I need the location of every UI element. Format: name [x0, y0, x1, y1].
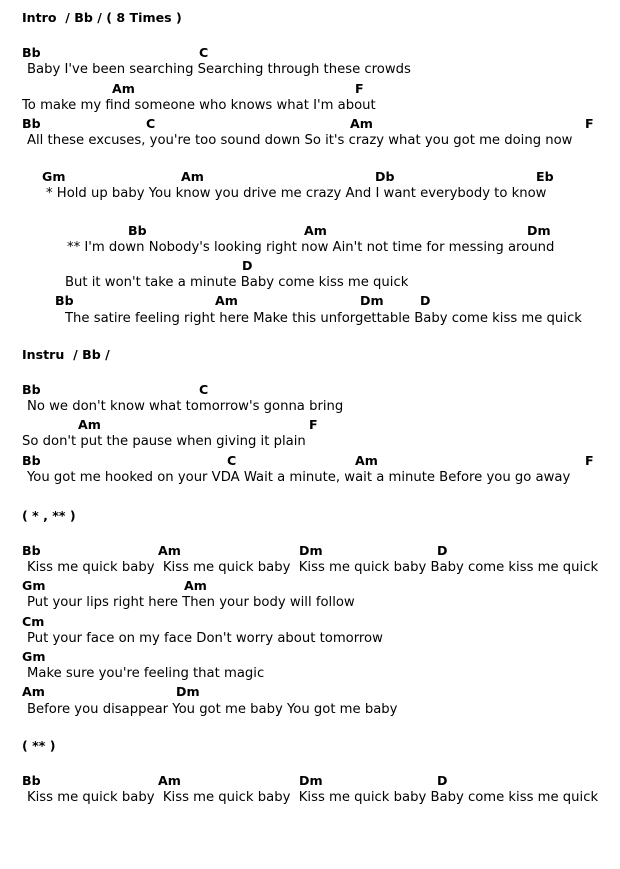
chorus-chord-row-1 [0, 223, 620, 239]
chorus-chord-row-3 [0, 293, 620, 309]
chord: Am [112, 81, 135, 96]
chord: D [437, 773, 448, 788]
verse2-chord-row-3 [0, 453, 620, 469]
instru-heading: Instru / Bb / [22, 347, 110, 362]
lyric-line: All these excuses, you're too sound down So it's crazy what you got me doing now [27, 133, 573, 148]
chord: Am [215, 293, 238, 308]
chord: Gm [22, 578, 46, 593]
bridge-chord-row-3 [0, 614, 620, 630]
chord: Am [184, 578, 207, 593]
lyric-line: Make sure you're feeling that magic [27, 666, 265, 681]
verse1-chord-row-3 [0, 116, 620, 132]
chord: F [309, 417, 318, 432]
chord: F [585, 116, 594, 131]
chord: Am [355, 453, 378, 468]
lyric-line: You got me hooked on your VDA Wait a minute, wait a minute Before you go away [27, 470, 571, 485]
chord: Eb [536, 169, 554, 184]
chord: Dm [360, 293, 384, 308]
lyric-line: * Hold up baby You know you drive me crazy And I want everybody to know [46, 186, 547, 201]
outro-chord-row [0, 773, 620, 789]
chord: Bb [22, 382, 41, 397]
chord: C [199, 45, 209, 60]
lyric-line: Baby I've been searching Searching through these crowds [27, 62, 411, 77]
chord: Dm [299, 773, 323, 788]
lyric-line: Kiss me quick baby Kiss me quick baby Kiss me quick baby Baby come kiss me quick [27, 790, 599, 805]
chord: Bb [55, 293, 74, 308]
prechorus-chord-row [0, 169, 620, 185]
lyric-line: No we don't know what tomorrow's gonna bring [27, 399, 344, 414]
chord: Gm [22, 649, 46, 664]
chord: D [437, 543, 448, 558]
lyric-line: Before you disappear You got me baby You got me baby [27, 702, 398, 717]
verse1-chord-row-2 [0, 81, 620, 97]
chord: Am [78, 417, 101, 432]
bridge-chord-row-4 [0, 649, 620, 665]
chord: C [199, 382, 209, 397]
verse2-chord-row-1 [0, 382, 620, 398]
repeat-marker: ( * , ** ) [22, 508, 76, 523]
lyric-line: So don't put the pause when giving it plain [22, 434, 306, 449]
chord: Db [375, 169, 395, 184]
chord: Bb [22, 45, 41, 60]
lyric-line: The satire feeling right here Make this unforgettable Baby come kiss me quick [65, 311, 582, 326]
chord: C [227, 453, 237, 468]
lyric-line: Kiss me quick baby Kiss me quick baby Kiss me quick baby Baby come kiss me quick [27, 560, 599, 575]
lyric-line: To make my find someone who knows what I'm about [22, 98, 376, 113]
bridge-chord-row-1 [0, 543, 620, 559]
chord: Cm [22, 614, 45, 629]
chord: Bb [22, 116, 41, 131]
chord: Dm [299, 543, 323, 558]
repeat-marker: ( ** ) [22, 738, 56, 753]
chord: Am [158, 543, 181, 558]
chord: Am [350, 116, 373, 131]
chord: Am [22, 684, 45, 699]
lyric-line: Put your face on my face Don't worry about tomorrow [27, 631, 383, 646]
chord: D [242, 258, 253, 273]
chord: Dm [176, 684, 200, 699]
intro-heading: Intro / Bb / ( 8 Times ) [22, 10, 182, 25]
chord: Dm [527, 223, 551, 238]
lyric-line: Put your lips right here Then your body will follow [27, 595, 355, 610]
chord: D [420, 293, 431, 308]
lyric-line: ** I'm down Nobody's looking right now Ain't not time for messing around [67, 240, 555, 255]
lyric-line: But it won't take a minute Baby come kiss me quick [65, 275, 409, 290]
chord: Bb [128, 223, 147, 238]
verse1-chord-row-1 [0, 45, 620, 61]
chord: F [355, 81, 364, 96]
chord: Bb [22, 773, 41, 788]
chorus-chord-row-2 [0, 258, 620, 274]
bridge-chord-row-5 [0, 684, 620, 700]
chord: Am [181, 169, 204, 184]
chord: Am [158, 773, 181, 788]
chord: Am [304, 223, 327, 238]
verse2-chord-row-2 [0, 417, 620, 433]
chord: F [585, 453, 594, 468]
chord: Gm [42, 169, 66, 184]
chord: Bb [22, 453, 41, 468]
chord: Bb [22, 543, 41, 558]
chord: C [146, 116, 156, 131]
bridge-chord-row-2 [0, 578, 620, 594]
